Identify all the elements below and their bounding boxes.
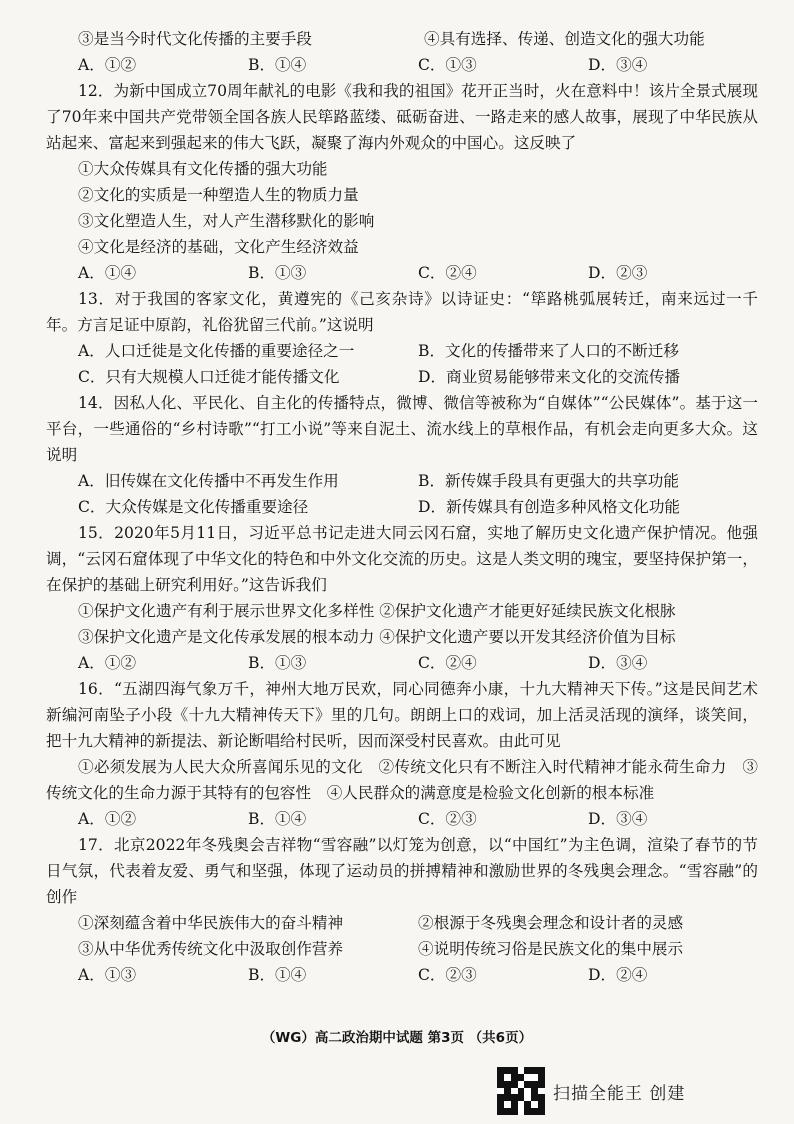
q17-option-c[interactable]: C．②③ xyxy=(418,966,477,984)
q12-statement-2: ②文化的实质是一种塑造人生的物质力量 xyxy=(78,186,359,204)
q12-stem: 12．为新中国成立70周年献礼的电影《我和我的祖国》花开正当时，火在意料中！该片全景式展现了70年来中国共产党带领全国各族人民筚路蓝缕、砥砺奋进、一路走来的感人故事，展现了中华民族从站起来、富起来到强起来的伟大飞跃，凝聚了海内外观众的中国心。这反映了 xyxy=(46,82,758,152)
qr-code-icon xyxy=(497,1067,545,1115)
q14-option-a[interactable]: A．旧传媒在文化传播中不再发生作用 xyxy=(78,472,339,490)
q16-option-b[interactable]: B．①④ xyxy=(248,810,307,828)
q12-statement-1: ①大众传媒具有文化传播的强大功能 xyxy=(78,160,328,178)
q15-option-b[interactable]: B．①③ xyxy=(248,654,307,672)
q13-option-b[interactable]: B．文化的传播带来了人口的不断迁移 xyxy=(418,342,679,360)
q15-statements-row-2: ③保护文化遗产是文化传承发展的根本动力 ④保护文化遗产要以开发其经济价值为目标 xyxy=(78,628,676,646)
q13-options-row-2 xyxy=(46,364,758,390)
q14-option-d[interactable]: D．新传媒具有创造多种风格文化功能 xyxy=(418,498,681,516)
q17-statement-3: ③从中华优秀传统文化中汲取创作营养 xyxy=(78,940,344,958)
q11-option-c[interactable]: C．①③ xyxy=(418,56,477,74)
q16-statements: ①必须发展为人民大众所喜闻乐见的文化 ②传统文化只有不断注入时代精神才能永荷生命力 ③传统文化的生命力源于其特有的包容性 ④人民群众的满意度是检验文化创新的根本标准 xyxy=(46,758,758,802)
q17-statement-1: ①深刻蕴含着中华民族伟大的奋斗精神 xyxy=(78,914,344,932)
q12-option-b[interactable]: B．①③ xyxy=(248,264,307,282)
q16-option-d[interactable]: D．③④ xyxy=(588,810,648,828)
q16-option-c[interactable]: C．②③ xyxy=(418,810,477,828)
scanner-label: 扫描全能王 创建 xyxy=(553,1083,686,1104)
q11-option-b[interactable]: B．①④ xyxy=(248,56,307,74)
q13-option-c[interactable]: C．只有大规模人口迁徙才能传播文化 xyxy=(78,368,340,386)
q12-option-c[interactable]: C．②④ xyxy=(418,264,477,282)
q12-statement-4: ④文化是经济的基础，文化产生经济效益 xyxy=(78,238,359,256)
q12-statement-3: ③文化塑造人生，对人产生潜移默化的影响 xyxy=(78,212,375,230)
q11-statement-4: ④具有选择、传递、创造文化的强大功能 xyxy=(424,30,705,48)
q11-options xyxy=(46,52,758,78)
q11-option-a[interactable]: A．①② xyxy=(78,56,137,74)
q14-stem: 14．因私人化、平民化、自主化的传播特点，微博、微信等被称为“自媒体”“公民媒体”。基于这一平台，一些通俗的“乡村诗歌”“打工小说”等来自泥土、流水线上的草根作品，有机会走向更多大众。这说明 xyxy=(46,394,758,464)
q14-options-row-2 xyxy=(46,494,758,520)
q15-options xyxy=(46,650,758,676)
q12-option-a[interactable]: A．①④ xyxy=(78,264,137,282)
q15-option-c[interactable]: C．②④ xyxy=(418,654,477,672)
q12-option-d[interactable]: D．②③ xyxy=(588,264,648,282)
q15-stem: 15．2020年5月11日，习近平总书记走进大同云冈石窟，实地了解历史文化遗产保护情况。他强调，“云冈石窟体现了中华文化的特色和中外文化交流的历史。这是人类文明的瑰宝，要坚持保护第一，在保护的基础上研究利用好。”这告诉我们 xyxy=(46,524,758,594)
q13-stem: 13．对于我国的客家文化，黄遵宪的《己亥杂诗》以诗证史：“筚路桃弧展转迁，南来远过一千年。方言足证中原韵，礼俗犹留三代前。”这说明 xyxy=(46,290,758,334)
q11-option-d[interactable]: D．③④ xyxy=(588,56,648,74)
q15-option-d[interactable]: D．③④ xyxy=(588,654,648,672)
q17-option-b[interactable]: B．①④ xyxy=(248,966,307,984)
q11-statement-row xyxy=(46,26,758,52)
q15-option-a[interactable]: A．①② xyxy=(78,654,137,672)
q13-option-a[interactable]: A．人口迁徙是文化传播的重要途径之一 xyxy=(78,342,355,360)
q12-options xyxy=(46,260,758,286)
q17-statement-4: ④说明传统习俗是民族文化的集中展示 xyxy=(418,940,684,958)
q14-option-b[interactable]: B．新传媒手段具有更强大的共享功能 xyxy=(418,472,679,490)
q16-stem: 16．“五湖四海气象万千，神州大地万民欢，同心同德奔小康，十九大精神天下传。”这是民间艺术新编河南坠子小段《十九大精神传天下》里的几句。朗朗上口的戏词，加上活灵活现的演绎，谈笑间，把十九大精神的新提法、新论断唱给村民听，因而深受村民喜欢。由此可见 xyxy=(46,680,758,750)
q16-option-a[interactable]: A．①② xyxy=(78,810,137,828)
q17-option-d[interactable]: D．②④ xyxy=(588,966,648,984)
q11-statement-3: ③是当今时代文化传播的主要手段 xyxy=(78,30,312,48)
q17-option-a[interactable]: A．①③ xyxy=(78,966,137,984)
q17-stem: 17．北京2022年冬残奥会吉祥物“雪容融”以灯笼为创意，以“中国红”为主色调，渲染了春节的节日气氛，代表着友爱、勇气和坚强，体现了运动员的拼搏精神和激励世界的冬残奥会理念。“雪容融”的创作 xyxy=(46,836,758,906)
q17-statements-row-2 xyxy=(46,936,758,962)
q13-option-d[interactable]: D．商业贸易能够带来文化的交流传播 xyxy=(418,368,681,386)
q15-statements-row-1: ①保护文化遗产有利于展示世界文化多样性 ②保护文化遗产才能更好延续民族文化根脉 xyxy=(78,602,676,620)
q16-options xyxy=(46,806,758,832)
q17-statements-row-1 xyxy=(46,910,758,936)
page-footer: （WG）高二政治期中试题 第3页 （共6页） xyxy=(261,1030,533,1046)
q17-options xyxy=(46,962,758,988)
q14-options-row-1 xyxy=(46,468,758,494)
q17-statement-2: ②根源于冬残奥会理念和设计者的灵感 xyxy=(418,914,684,932)
q14-option-c[interactable]: C．大众传媒是文化传播重要途径 xyxy=(78,498,309,516)
exam-page xyxy=(46,26,758,988)
scanner-watermark xyxy=(497,1067,685,1115)
q13-options-row-1 xyxy=(46,338,758,364)
